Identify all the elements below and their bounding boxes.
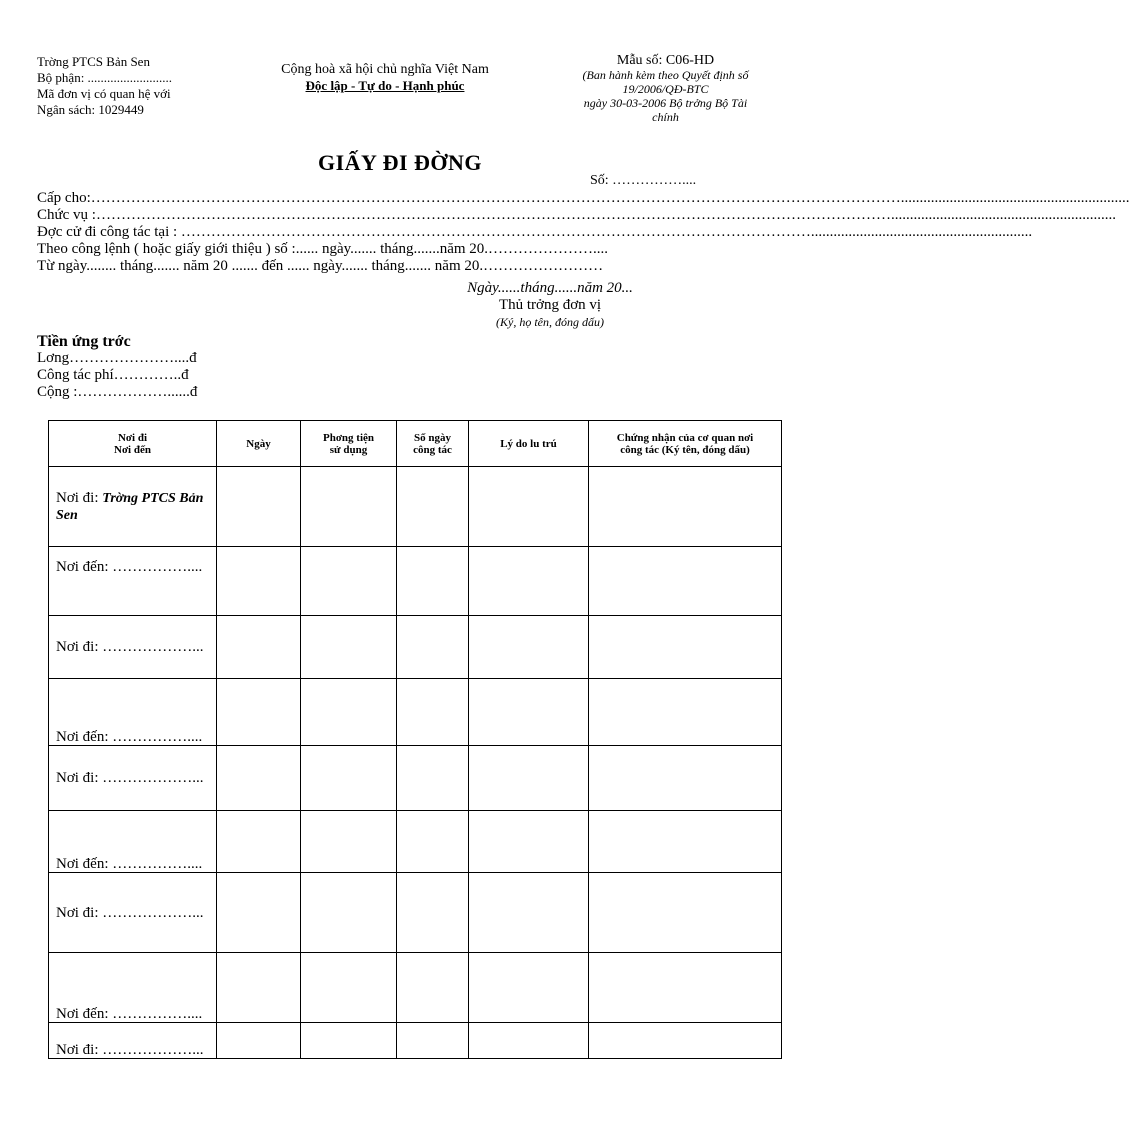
place-cell: Nơi đến: ……………....	[49, 953, 217, 1023]
header-date: Ngày	[217, 421, 301, 467]
signature-date: Ngày......tháng......năm 20...	[467, 280, 633, 296]
field-destination: Đợc cử đi công tác tại : ………………………………………………………………………………………………………………...........................................................	[37, 224, 1033, 240]
department-line: Bộ phận: ..........................	[37, 70, 173, 85]
field-date-range: Từ ngày........ tháng....... năm 20 ....... đến ...... ngày....... tháng....... năm 20.……………………	[37, 258, 604, 274]
field-position: Chức vụ :……………………………………………………………………………………………………………………………………………............................................................	[37, 207, 1116, 223]
decision-line-2: 19/2006/QĐ-BTC	[622, 82, 709, 96]
advance-allowance: Công tác phí…………..đ	[37, 367, 189, 383]
table-row	[49, 679, 782, 746]
table-row	[49, 811, 782, 873]
advance-section	[37, 333, 197, 401]
decision-line-4: chính	[652, 110, 679, 124]
place-cell: Nơi đi: ………………...	[49, 1023, 217, 1059]
school-name: Trờng PTCS Bản Sen	[37, 54, 150, 69]
budget-code-line: Ngân sách: 1029449	[37, 102, 144, 117]
place-cell: Nơi đi: Trờng PTCS Bản Sen	[49, 467, 217, 547]
table-header-row	[49, 421, 782, 467]
place-cell: Nơi đi: ………………...	[49, 746, 217, 811]
country-name: Cộng hoà xã hội chủ nghĩa Việt Nam	[281, 62, 489, 77]
table-row	[49, 873, 782, 953]
table-row	[49, 467, 782, 547]
national-header	[250, 62, 520, 94]
advance-total: Cộng :………………......đ	[37, 384, 198, 400]
place-cell: Nơi đến: ……………....	[49, 679, 217, 746]
place-cell: Nơi đi: ………………...	[49, 873, 217, 953]
header-stay-reason: Lý do lu trú	[469, 421, 589, 467]
table-row	[49, 953, 782, 1023]
place-cell: Nơi đến: ……………....	[49, 811, 217, 873]
travel-details	[37, 190, 1130, 275]
decision-line-3: ngày 30-03-2006 Bộ trởng Bộ Tài	[583, 96, 748, 110]
signature-block	[420, 280, 680, 331]
national-motto: Độc lập - Tự do - Hạnh phúc	[305, 78, 465, 93]
header-place: Nơi đi Nơi đến	[49, 421, 217, 467]
travel-table	[48, 420, 782, 1059]
field-order-number: Theo công lệnh ( hoặc giấy giới thiệu ) số :...... ngày....... tháng.......năm 20.…………………....	[37, 241, 609, 257]
table-row	[49, 547, 782, 616]
unit-code-line: Mã đơn vị có quan hệ với	[37, 86, 171, 101]
advance-heading: Tiền ứng trớc	[37, 333, 131, 350]
field-issued-to: Cấp cho:……………………………………………………………………………………………………………………………………………….............................................................	[37, 190, 1130, 206]
school-info	[37, 54, 172, 118]
signature-note: (Ký, họ tên, đóng dấu)	[496, 315, 604, 329]
document-title: GIẤY ĐI ĐỜNG	[317, 150, 483, 175]
advance-salary: Lơng…………………....đ	[37, 350, 197, 366]
document-number: Số: ……………....	[590, 173, 697, 188]
header-days: Số ngày công tác	[397, 421, 469, 467]
table-row	[49, 1023, 782, 1059]
form-reference	[548, 54, 783, 124]
place-cell: Nơi đến: ……………....	[49, 547, 217, 616]
place-cell: Nơi đi: ………………...	[49, 616, 217, 679]
decision-line-1: (Ban hành kèm theo Quyết định số	[582, 68, 749, 82]
form-code: Mẫu số: C06-HD	[616, 53, 715, 68]
table-row	[49, 616, 782, 679]
header-transport: Phơng tiện sử dụng	[301, 421, 397, 467]
table-row	[49, 746, 782, 811]
header-certification: Chứng nhận của cơ quan nơi công tác (Ký tên, đóng dấu)	[589, 421, 782, 467]
signature-title: Thủ trởng đơn vị	[498, 297, 602, 313]
